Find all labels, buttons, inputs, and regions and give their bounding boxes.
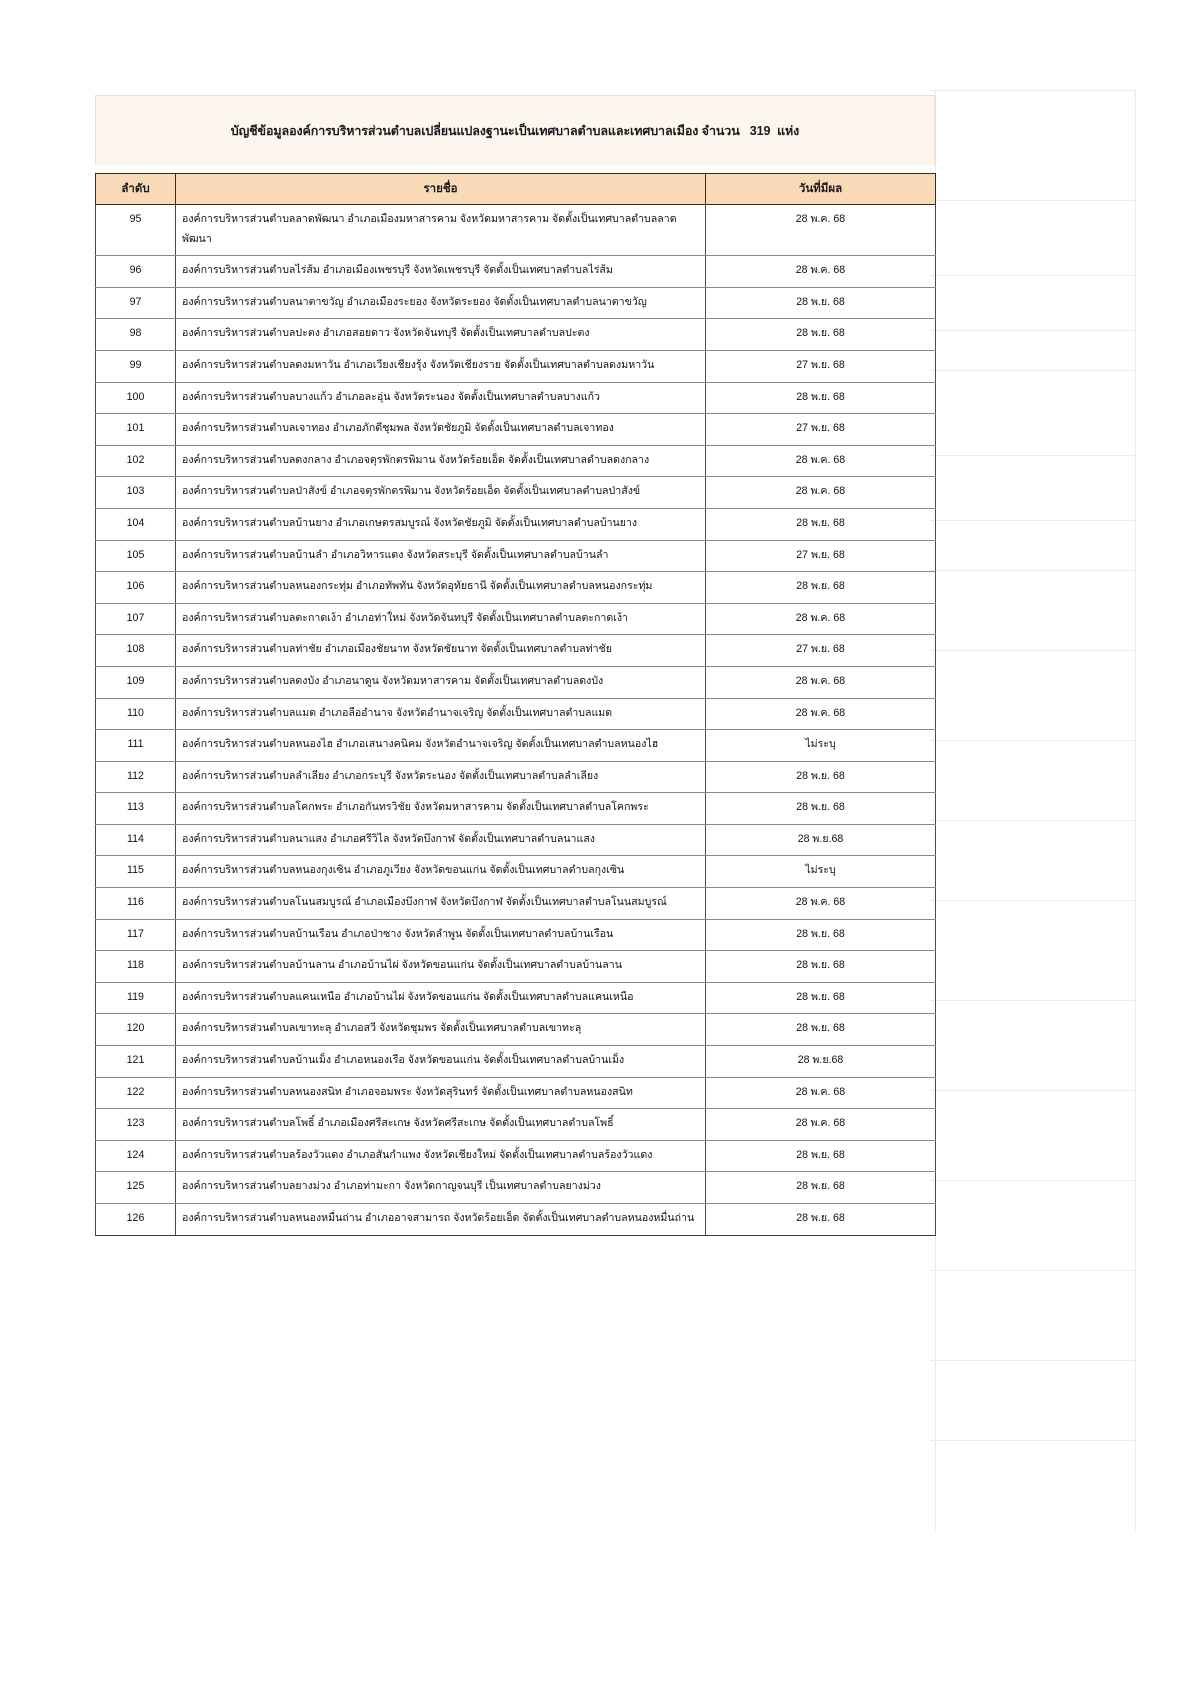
cell-organization-name: องค์การบริหารส่วนตำบลบ้านลาน อำเภอบ้านไผ่ จังหวัดขอนแก่น จัดตั้งเป็นเทศบาลตำบลบ้านลาน [176,951,706,983]
cell-effective-date: 28 พ.ย.68 [706,824,936,856]
cell-sequence: 107 [96,603,176,635]
cell-sequence: 118 [96,951,176,983]
cell-effective-date: 28 พ.ย. 68 [706,1014,936,1046]
table-row [96,382,936,414]
cell-effective-date: 28 พ.ค. 68 [706,205,936,256]
cell-organization-name: องค์การบริหารส่วนตำบลแมด อำเภอลืออำนาจ จังหวัดอำนาจเจริญ จัดตั้งเป็นเทศบาลตำบลแมด [176,698,706,730]
cell-sequence: 111 [96,730,176,762]
table-row [96,256,936,288]
cell-organization-name: องค์การบริหารส่วนตำบลร้องวัวแดง อำเภอสันกำแพง จังหวัดเชียงใหม่ จัดตั้งเป็นเทศบาลตำบลร้องวัวแดง [176,1140,706,1172]
column-header-sequence: ลำดับ [96,174,176,205]
cell-organization-name: องค์การบริหารส่วนตำบลหนองหมื่นถ่าน อำเภออาจสามารถ จังหวัดร้อยเอ็ด จัดตั้งเป็นเทศบาลตำบลหนองหมื่นถ่าน [176,1204,706,1236]
cell-sequence: 112 [96,761,176,793]
table-header [96,174,936,205]
cell-organization-name: องค์การบริหารส่วนตำบลเขาทะลุ อำเภอสวี จังหวัดชุมพร จัดตั้งเป็นเทศบาลตำบลเขาทะลุ [176,1014,706,1046]
cell-organization-name: องค์การบริหารส่วนตำบลปะตง อำเภอสอยดาว จังหวัดจันทบุรี จัดตั้งเป็นเทศบาลตำบลปะตง [176,319,706,351]
table-row [96,1204,936,1236]
cell-sequence: 113 [96,793,176,825]
cell-sequence: 97 [96,287,176,319]
cell-organization-name: องค์การบริหารส่วนตำบลดงบัง อำเภอนาดูน จังหวัดมหาสารคาม จัดตั้งเป็นเทศบาลตำบลดงบัง [176,666,706,698]
column-header-name: รายชื่อ [176,174,706,205]
cell-effective-date: 28 พ.ย. 68 [706,1172,936,1204]
cell-sequence: 110 [96,698,176,730]
cell-sequence: 96 [96,256,176,288]
cell-sequence: 120 [96,1014,176,1046]
table-row [96,982,936,1014]
table-row [96,1172,936,1204]
cell-effective-date: 27 พ.ย. 68 [706,350,936,382]
cell-effective-date: 28 พ.ย. 68 [706,919,936,951]
cell-effective-date: 28 พ.ค. 68 [706,477,936,509]
cell-sequence: 125 [96,1172,176,1204]
cell-effective-date: 28 พ.ย. 68 [706,319,936,351]
table-row [96,635,936,667]
table-row [96,508,936,540]
cell-organization-name: องค์การบริหารส่วนตำบลป่าสังข์ อำเภอจตุรพักตรพิมาน จังหวัดร้อยเอ็ด จัดตั้งเป็นเทศบาลตำบลป่าสังข์ [176,477,706,509]
cell-effective-date: 28 พ.ค. 68 [706,666,936,698]
table-row [96,572,936,604]
table-row [96,824,936,856]
cell-effective-date: 28 พ.ย. 68 [706,793,936,825]
cell-organization-name: องค์การบริหารส่วนตำบลหนองสนิท อำเภอจอมพระ จังหวัดสุรินทร์ จัดตั้งเป็นเทศบาลตำบลหนองสนิท [176,1077,706,1109]
cell-effective-date: 28 พ.ย. 68 [706,1204,936,1236]
column-header-date: วันที่มีผล [706,174,936,205]
cell-organization-name: องค์การบริหารส่วนตำบลไร่ส้ม อำเภอเมืองเพชรบุรี จังหวัดเพชรบุรี จัดตั้งเป็นเทศบาลตำบลไร่ส้ม [176,256,706,288]
cell-effective-date: ไม่ระบุ [706,730,936,762]
cell-effective-date: 28 พ.ค. 68 [706,888,936,920]
table-row [96,477,936,509]
cell-sequence: 124 [96,1140,176,1172]
table-row [96,1109,936,1141]
cell-organization-name: องค์การบริหารส่วนตำบลลำเลียง อำเภอกระบุรี จังหวัดระนอง จัดตั้งเป็นเทศบาลตำบลลำเลียง [176,761,706,793]
cell-organization-name: องค์การบริหารส่วนตำบลโพธิ์ อำเภอเมืองศรีสะเกษ จังหวัดศรีสะเกษ จัดตั้งเป็นเทศบาลตำบลโพธิ์ [176,1109,706,1141]
header-row [96,174,936,205]
cell-organization-name: องค์การบริหารส่วนตำบลบ้านเรือน อำเภอป่าซาง จังหวัดลำพูน จัดตั้งเป็นเทศบาลตำบลบ้านเรือน [176,919,706,951]
table-row [96,666,936,698]
cell-sequence: 95 [96,205,176,256]
table-row [96,856,936,888]
cell-sequence: 106 [96,572,176,604]
table-row [96,1140,936,1172]
cell-effective-date: 28 พ.ย. 68 [706,1140,936,1172]
cell-effective-date: 28 พ.ค. 68 [706,445,936,477]
cell-organization-name: องค์การบริหารส่วนตำบลดงกลาง อำเภอจตุรพักตรพิมาน จังหวัดร้อยเอ็ด จัดตั้งเป็นเทศบาลตำบลดงกลาง [176,445,706,477]
cell-sequence: 126 [96,1204,176,1236]
table-row [96,698,936,730]
cell-sequence: 115 [96,856,176,888]
cell-effective-date: 28 พ.ย.68 [706,1046,936,1078]
cell-organization-name: องค์การบริหารส่วนตำบลเจาทอง อำเภอภักดีชุมพล จังหวัดชัยภูมิ จัดตั้งเป็นเทศบาลตำบลเจาทอง [176,414,706,446]
cell-sequence: 123 [96,1109,176,1141]
table-body [96,205,936,1236]
cell-organization-name: องค์การบริหารส่วนตำบลบ้านเม็ง อำเภอหนองเรือ จังหวัดขอนแก่น จัดตั้งเป็นเทศบาลตำบลบ้านเม็ง [176,1046,706,1078]
cell-organization-name: องค์การบริหารส่วนตำบลหนองกุงเซิน อำเภอภูเวียง จังหวัดขอนแก่น จัดตั้งเป็นเทศบาลตำบลกุงเซิน [176,856,706,888]
cell-organization-name: องค์การบริหารส่วนตำบลลาดพัฒนา อำเภอเมืองมหาสารคาม จังหวัดมหาสารคาม จัดตั้งเป็นเทศบาลตำบลลาดพัฒนา [176,205,706,256]
table-row [96,603,936,635]
table-row [96,919,936,951]
cell-sequence: 116 [96,888,176,920]
table-row [96,761,936,793]
cell-sequence: 121 [96,1046,176,1078]
table-row [96,540,936,572]
table-row [96,730,936,762]
cell-effective-date: 28 พ.ย. 68 [706,508,936,540]
table-row [96,414,936,446]
cell-effective-date: 28 พ.ค. 68 [706,603,936,635]
cell-sequence: 119 [96,982,176,1014]
document-page [95,95,935,1236]
table-row [96,350,936,382]
cell-organization-name: องค์การบริหารส่วนตำบลโคกพระ อำเภอกันทรวิชัย จังหวัดมหาสารคาม จัดตั้งเป็นเทศบาลตำบลโคกพระ [176,793,706,825]
page-title: บัญชีข้อมูลองค์การบริหารส่วนตำบลเปลี่ยนแปลงฐานะเป็นเทศบาลตำบลและเทศบาลเมือง จำนวน 319 แห่ง [230,123,800,138]
cell-effective-date: 27 พ.ย. 68 [706,635,936,667]
cell-sequence: 104 [96,508,176,540]
cell-organization-name: องค์การบริหารส่วนตำบลแคนเหนือ อำเภอบ้านไผ่ จังหวัดขอนแก่น จัดตั้งเป็นเทศบาลตำบลแคนเหนือ [176,982,706,1014]
table-row [96,951,936,983]
cell-effective-date: 28 พ.ค. 68 [706,1077,936,1109]
cell-sequence: 117 [96,919,176,951]
cell-effective-date: 28 พ.ย. 68 [706,761,936,793]
cell-sequence: 100 [96,382,176,414]
cell-organization-name: องค์การบริหารส่วนตำบลโนนสมบูรณ์ อำเภอเมืองบึงกาฬ จังหวัดบึงกาฬ จัดตั้งเป็นเทศบาลตำบลโนนสมบูรณ์ [176,888,706,920]
cell-effective-date: 28 พ.ย. 68 [706,382,936,414]
cell-sequence: 103 [96,477,176,509]
cell-sequence: 98 [96,319,176,351]
cell-effective-date: 28 พ.ย. 68 [706,982,936,1014]
cell-effective-date: 28 พ.ค. 68 [706,1109,936,1141]
table-row [96,888,936,920]
cell-sequence: 114 [96,824,176,856]
cell-sequence: 122 [96,1077,176,1109]
cell-organization-name: องค์การบริหารส่วนตำบลบ้านยาง อำเภอเกษตรสมบูรณ์ จังหวัดชัยภูมิ จัดตั้งเป็นเทศบาลตำบลบ้านยาง [176,508,706,540]
cell-sequence: 102 [96,445,176,477]
table-row [96,445,936,477]
cell-effective-date: 28 พ.ย. 68 [706,287,936,319]
cell-organization-name: องค์การบริหารส่วนตำบลบางแก้ว อำเภอละอุ่น จังหวัดระนอง จัดตั้งเป็นเทศบาลตำบลบางแก้ว [176,382,706,414]
cell-effective-date: 28 พ.ย. 68 [706,951,936,983]
cell-organization-name: องค์การบริหารส่วนตำบลนาตาขวัญ อำเภอเมืองระยอง จังหวัดระยอง จัดตั้งเป็นเทศบาลตำบลนาตาขวัญ [176,287,706,319]
cell-organization-name: องค์การบริหารส่วนตำบลนาแสง อำเภอศรีวิไล จังหวัดบึงกาฬ จัดตั้งเป็นเทศบาลตำบลนาแสง [176,824,706,856]
title-banner [95,95,935,165]
table-row [96,1077,936,1109]
table-row [96,1046,936,1078]
cell-sequence: 101 [96,414,176,446]
table-row [96,319,936,351]
cell-organization-name: องค์การบริหารส่วนตำบลบ้านลำ อำเภอวิหารแดง จังหวัดสระบุรี จัดตั้งเป็นเทศบาลตำบลบ้านลำ [176,540,706,572]
cell-effective-date: 28 พ.ย. 68 [706,572,936,604]
cell-sequence: 105 [96,540,176,572]
cell-effective-date: ไม่ระบุ [706,856,936,888]
cell-effective-date: 28 พ.ค. 68 [706,698,936,730]
cell-organization-name: องค์การบริหารส่วนตำบลหนองไฮ อำเภอเสนางคนิคม จังหวัดอำนาจเจริญ จัดตั้งเป็นเทศบาลตำบลหนองไฮ [176,730,706,762]
cell-organization-name: องค์การบริหารส่วนตำบลหนองกระทุ่ม อำเภอทัพทัน จังหวัดอุทัยธานี จัดตั้งเป็นเทศบาลตำบลหนองกระทุ่ม [176,572,706,604]
cell-organization-name: องค์การบริหารส่วนตำบลดงมหาวัน อำเภอเวียงเชียงรุ้ง จังหวัดเชียงราย จัดตั้งเป็นเทศบาลตำบลดงมหาวัน [176,350,706,382]
cell-sequence: 99 [96,350,176,382]
cell-organization-name: องค์การบริหารส่วนตำบลยางม่วง อำเภอท่ามะกา จังหวัดกาญจนบุรี เป็นเทศบาลตำบลยางม่วง [176,1172,706,1204]
cell-sequence: 109 [96,666,176,698]
table-row [96,793,936,825]
cell-organization-name: องค์การบริหารส่วนตำบลท่าชัย อำเภอเมืองชัยนาท จังหวัดชัยนาท จัดตั้งเป็นเทศบาลตำบลท่าชัย [176,635,706,667]
table-row [96,205,936,256]
cell-organization-name: องค์การบริหารส่วนตำบลตะกาดเง้า อำเภอท่าใหม่ จังหวัดจันทบุรี จัดตั้งเป็นเทศบาลตำบลตะกาดเง้า [176,603,706,635]
cell-effective-date: 27 พ.ย. 68 [706,540,936,572]
cell-effective-date: 27 พ.ย. 68 [706,414,936,446]
table-row [96,287,936,319]
cell-effective-date: 28 พ.ค. 68 [706,256,936,288]
cell-sequence: 108 [96,635,176,667]
table-row [96,1014,936,1046]
municipality-table [95,173,936,1236]
